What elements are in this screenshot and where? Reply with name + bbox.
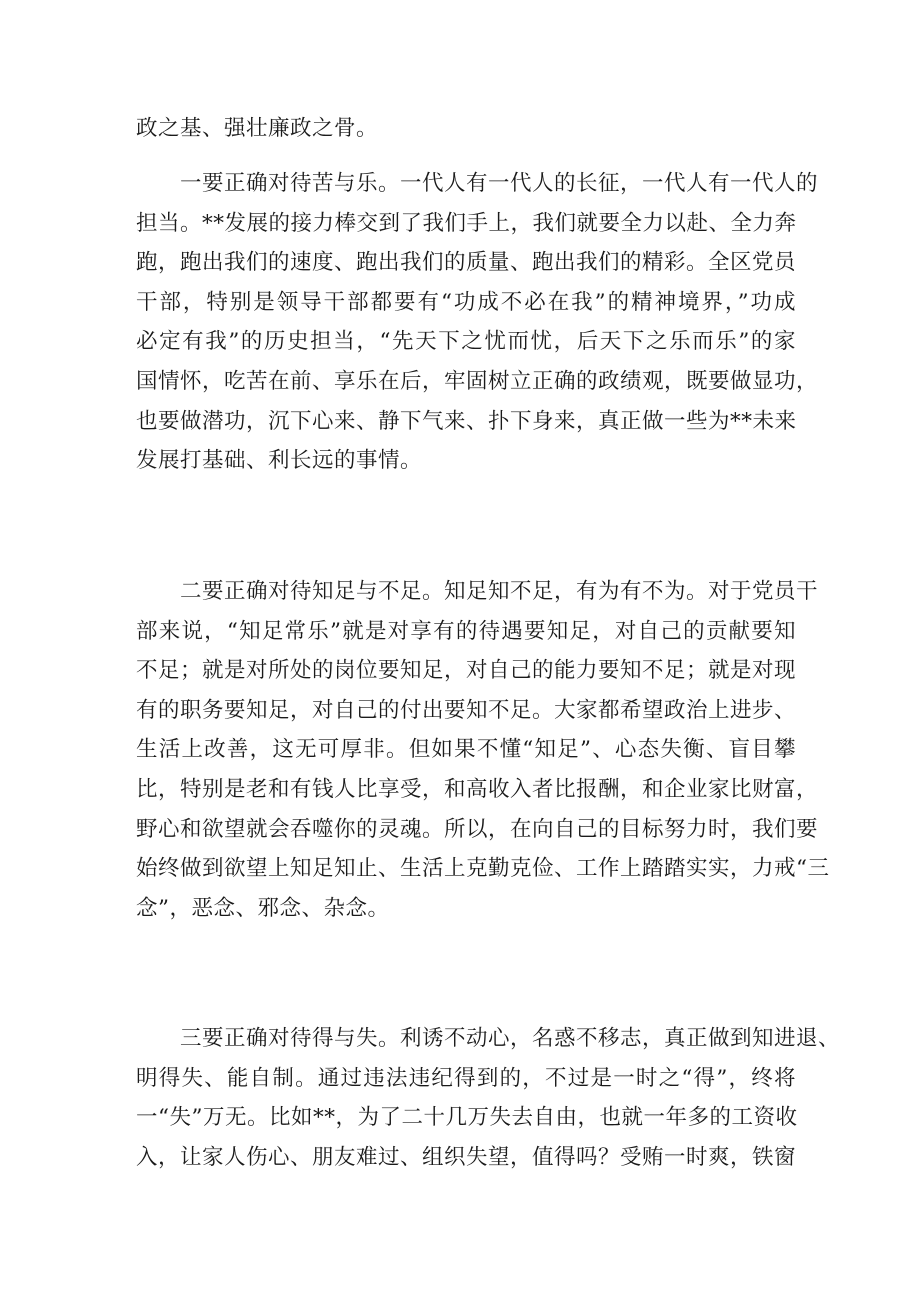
- paragraph-bitter-and-joy: [136, 164, 819, 481]
- text-line: 明得失、能自制。通过违法违纪得到的，不过是一时之“得”，终将: [136, 1065, 796, 1091]
- text-line: 部来说，“知足常乐”就是对享有的待遇要知足，对自己的贡献要知: [136, 618, 796, 644]
- paragraph-intro: [136, 109, 796, 149]
- text-line: 念”，恶念、邪念、杂念。: [136, 895, 390, 921]
- text-line: 入，让家人伤心、朋友难过、组织失望，值得吗？受贿一时爽，铁窗: [136, 1144, 797, 1170]
- text-line: 也要做潜功，沉下心来、静下气来、扑下身来，真正做一些为**未来: [136, 408, 797, 434]
- text-line: 政之基、强壮廉政之骨。: [136, 116, 379, 141]
- text-line: 干部，特别是领导干部都要有“功成不必在我”的精神境界，”功成: [136, 289, 796, 315]
- text-line: 生活上改善，这无可厚非。但如果不懂“知足”、心态失衡、盲目攀: [136, 737, 796, 763]
- text-line: 三要正确对待得与失。利诱不动心，名惑不移志，真正做到知进退、: [180, 1026, 841, 1051]
- text-line: 发展打基础、利长远的事情。: [136, 448, 423, 474]
- text-line: 始终做到欲望上知足知止、生活上克勤克俭、工作上踏踏实实，力戒“三: [136, 856, 830, 882]
- paragraph-gain-and-loss: [136, 1019, 841, 1177]
- text-line: 野心和欲望就会吞噬你的灵魂。所以，在向自己的目标努力时，我们要: [136, 816, 819, 842]
- paragraph-content-and-discontent: [136, 572, 830, 928]
- text-line: 二要正确对待知足与不足。知足知不足，有为有不为。对于党员干: [180, 579, 819, 604]
- text-line: 比，特别是老和有钱人比享受，和高收入者比报酬，和企业家比财富，: [136, 776, 819, 802]
- text-line: 跑，跑出我们的速度、跑出我们的质量、跑出我们的精彩。全区党员: [136, 250, 797, 276]
- text-line: 一要正确对待苦与乐。一代人有一代人的长征，一代人有一代人的: [180, 171, 819, 196]
- text-line: 必定有我”的历史担当，“先天下之忧而忧，后天下之乐而乐”的家: [136, 329, 796, 355]
- text-line: 担当。**发展的接力棒交到了我们手上，我们就要全力以赴、全力奔: [136, 210, 797, 236]
- text-line: 不足；就是对所处的岗位要知足，对自己的能力要知不足；就是对现: [136, 658, 797, 684]
- text-line: 一“失”万无。比如**，为了二十几万失去自由，也就一年多的工资收: [136, 1105, 798, 1131]
- text-line: 国情怀，吃苦在前、享乐在后，牢固树立正确的政绩观，既要做显功，: [136, 368, 819, 394]
- text-line: 有的职务要知足，对自己的付出要知不足。大家都希望政治上进步、: [136, 697, 797, 723]
